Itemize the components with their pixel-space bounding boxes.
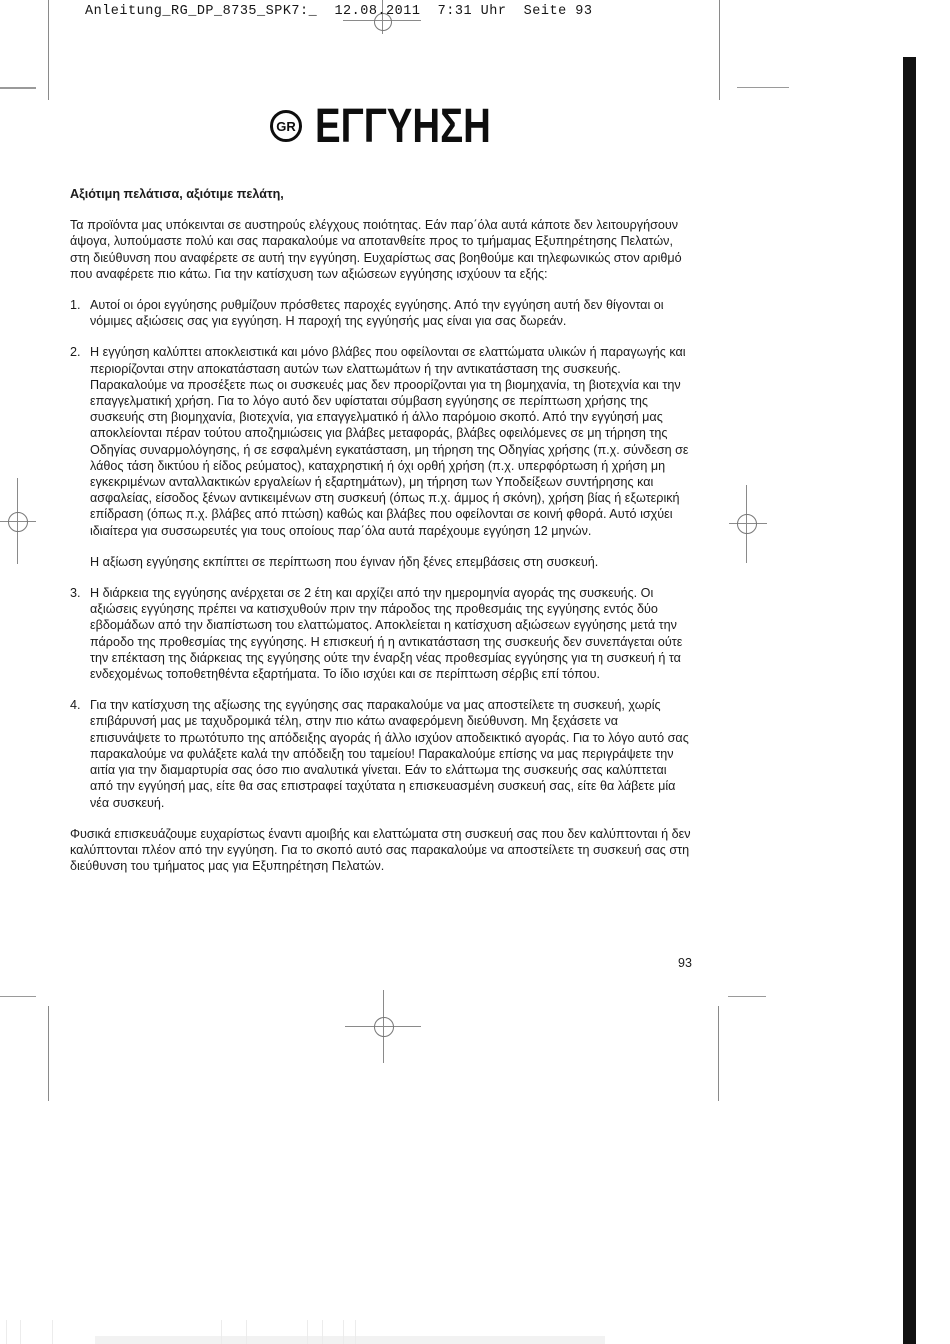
page-number: 93 bbox=[678, 956, 692, 970]
registration-mark-bottom-circle bbox=[374, 1017, 394, 1037]
registration-mark-right-circle bbox=[737, 514, 757, 534]
warranty-text-body bbox=[70, 186, 692, 887]
title-row bbox=[270, 99, 535, 153]
crop-line-bottom-right bbox=[718, 1006, 719, 1101]
intro-paragraph: Τα προϊόντα μας υπόκεινται σε αυστηρούς ελέγχους ποιότητας. Εάν παρ΄όλα αυτά κάποτε δεν λειτουργήσουν άψογα, λυπούμαστε πολύ και σας παρακαλούμε να αποτανθείτε προς το τμήμαμας Εξυπηρέτησης Πελατών, στη διεύθυνση που αναφέρετε σε αυτή την εγγύηση. Ευχαρίστως σας βοηθούμε και τηλεφωνικώς στον αριθμό που αναφέρετε πιο κάτω. Για την κατίσχυση των αξιώσεων εγγύησης ισχύουν τα εξής: bbox=[70, 218, 682, 281]
bottom-scan-line bbox=[246, 1320, 247, 1344]
bottom-scan-line bbox=[322, 1320, 323, 1344]
bottom-scan-line bbox=[307, 1320, 308, 1344]
list-item bbox=[70, 697, 692, 810]
list-item-text: Για την κατίσχυση της αξίωσης της εγγύησης σας παρακαλούμε να μας αποστείλετε τη συσκευή, χωρίς επιβάρυνσή μας με ταχυδρομικά τέλη, στην πιο κάτω αναφερόμενη διεύθυνση. Μη ξεχάσετε να επισυνάψετε το πρωτότυπο της απόδειξης αγοράς ή άλλο ισχύον αποδεικτικό αγοράς. Για το λόγο αυτό σας παρακαλούμε να φυλάξετε καλά την απόδειξη του ταμείου! Παρακαλούμε επίσης να μας περιγράψετε την αιτία για την διαμαρτυρία σας όσο πιο αναλυτικά γίνεται. Εάν το ελάττωμα της συσκευής σας καλύπτεται από την εγγύησή μας, είτε θα σας επιστραφεί ταχύτατα η επισκευασμένη συσκευή σας, είτε θα λάβετε μία νέα συσκευή. bbox=[90, 698, 689, 810]
list-item-text: Αυτοί οι όροι εγγύησης ρυθμίζουν πρόσθετες παροχές εγγύησης. Από την εγγύηση αυτή δεν θίγονται οι νόμιμες αξιώσεις σας για εγγύηση. Η παροχή της εγγύησής μας είναι για σας δωρεάν. bbox=[90, 298, 664, 329]
bottom-scan-line bbox=[20, 1320, 21, 1344]
crop-line-top-right bbox=[719, 0, 720, 100]
registration-mark-left-circle bbox=[8, 512, 28, 532]
crop-tick-top-right bbox=[737, 87, 789, 88]
list-item bbox=[70, 344, 692, 570]
crop-tick-bottom-right bbox=[728, 996, 766, 997]
list-item bbox=[70, 297, 692, 329]
crop-line-bottom-left bbox=[48, 1006, 49, 1101]
salutation: Αξιότιμη πελάτισα, αξιότιμε πελάτη, bbox=[70, 187, 284, 201]
list-item-number: 4. bbox=[70, 698, 81, 713]
bottom-scan-line bbox=[221, 1320, 222, 1344]
list-item bbox=[70, 585, 692, 682]
list-item-number: 2. bbox=[70, 345, 81, 360]
warranty-terms-list bbox=[70, 297, 692, 811]
crop-tick-top-left bbox=[0, 87, 36, 89]
list-item-number: 1. bbox=[70, 298, 81, 313]
page-title: ΕΓΓΥΗΣΗ bbox=[315, 99, 491, 153]
bottom-scan-band bbox=[95, 1336, 605, 1344]
gr-language-badge-icon: GR bbox=[270, 110, 302, 142]
bottom-scan-line bbox=[343, 1320, 344, 1344]
closing-paragraph: Φυσικά επισκευάζουμε ευχαρίστως έναντι αμοιβής και ελαττώματα στη συσκευή σας που δεν καλύπτονται ή δεν καλύπτονται πλέον από την εγγύηση. Για το σκοπό αυτό σας παρακαλούμε να αποστείλετε τη συσκευή σας στη διεύθυνση του τμήματος μας για Εξυπηρέτηση Πελατών. bbox=[70, 826, 691, 874]
list-item-text: Η διάρκεια της εγγύησης ανέρχεται σε 2 έτη και αρχίζει από την ημερομηνία αγοράς της συσκευής. Οι αξιώσεις εγγύησης πρέπει να κατισχυθούν πριν την πάροδος της προθεσμάις της εγγύησης εντός δύο εβδομάδων από την διαπίστωση του ελαττώματος. Αποκλείεται η κατίσχυση αξιώσεων εγγύησης μετά την πάροδο της προθεσμίας της εγγύησης. Η επισκευή ή η αντικατάσταση της συσκευής δεν συνεπάγεται ούτε την επέκταση της διάρκειας της εγγύησης ούτε την έναρξη νέας προθεσμίας εγγύησης για τη συσκευή ή τα ενδεχομένως τοποθετηθέντα εξαρτήματα. Το ίδιο ισχύει και σε περίπτωση σέρβις επί τόπου. bbox=[90, 586, 683, 682]
list-item-text: Η εγγύηση καλύπτει αποκλειστικά και μόνο βλάβες που οφείλονται σε ελαττώματα υλικών ή παραγωγής και περιορίζονται στην αποκατάσταση αυτών των ελαττωμάτων ή την αντικατάσταση της συσκευής. Παρακαλούμε να προσέξετε πως οι συσκευές μας δεν προορίζονται για τη βιομηχανία, τη βιοτεχνία και την επαγγελματική χρήση. Για το λόγο αυτό δεν υφίσταται σύμβαση εγγύησης σε περίπτωση χρήσης της συσκευής στη βιομηχανία, βιοτεχνία, για επαγγελματικό ή άλλο παρόμοιο σκοπό. Από την εγγύησή μας αποκλείονται πέραν τούτου αποζημιώσεις για βλάβες μεταφοράς, βλάβες οφειλόμενες σε μη τήρηση της Οδηγίας συναρμολόγησης, ή σε εσφαλμένη εγκατάσταση, μη τήρηση της Οδηγίας χρήσης (π.χ. σύνδεση σε λάθος τάση δικτύου ή είδος ρεύματος), καταχρηστική ή όχι ορθή χρήση (π.χ. υπερφόρτωση ή χρήση μη εγκεκριμένων ανταλλακτικών εργαλείων ή εξαρτημάτων), μη τήρηση των Υποδείξεων συντήρησης και ασφαλείας, είσοδος ξένων αντικειμένων στη συσκευή (όπως π.χ. άμμος ή σκόνη), χρήση βίας ή εξωτερική επίδραση (όπως π.χ. βλάβες από πτώση) καθώς και βλάβες που οφείλονται σε κοινή φθορά. Αυτό ισχύει ιδιαίτερα για συσσωρευτές για τους οποίους παρ΄όλα αυτά παρέχουμε εγγύηση 12 μηνών. bbox=[90, 345, 689, 538]
bottom-scan-line bbox=[52, 1320, 53, 1344]
list-item-number: 3. bbox=[70, 586, 81, 601]
document-file-header: Anleitung_RG_DP_8735_SPK7:_ 12.08.2011 7:31 Uhr Seite 93 bbox=[85, 4, 593, 19]
bottom-scan-line bbox=[355, 1320, 356, 1344]
bottom-scan-line bbox=[6, 1320, 7, 1344]
crop-line-top-left bbox=[48, 0, 49, 100]
list-item-note: Η αξίωση εγγύησης εκπίπτει σε περίπτωση που έγιναν ήδη ξένες επεμβάσεις στη συσκευή. bbox=[90, 554, 599, 569]
crop-tick-bottom-left bbox=[0, 996, 36, 997]
binding-bar bbox=[903, 57, 916, 1344]
